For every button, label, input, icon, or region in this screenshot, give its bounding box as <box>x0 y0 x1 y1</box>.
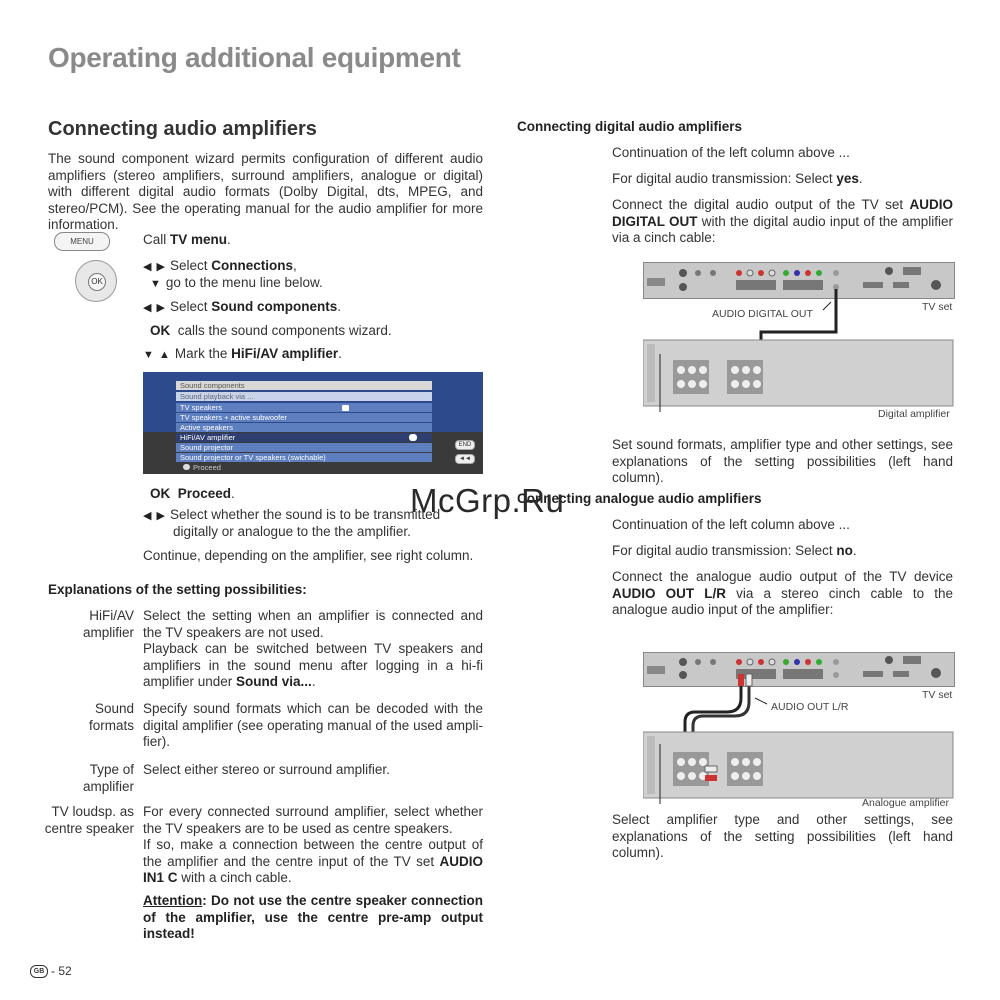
section-heading: Connecting audio amplifiers <box>48 118 317 140</box>
end-key-icon: END <box>455 440 475 450</box>
attention-note: Attention: Do not use the centre speaker connection of the amplifier, use the centre pre-amp output instead! <box>143 893 483 941</box>
digital-connect-text: Connect the digital audio output of the TV set AUDIO DIGITAL OUT with the digital audio input of the amplifier via a cinch cable: <box>612 197 953 245</box>
tv-menu-item: Sound projector or TV speakers (swichable) <box>176 453 432 462</box>
intro-paragraph: The sound component wizard permits configuration of different audio amplifiers (stereo amplifiers, surround amplifiers, analogue or digital) with different digital audio formats (Dolby Digital, dts, MPEG, and stereo/PCM). See the operating manual for the audio amplifier for more information. <box>48 151 483 232</box>
back-key-icon: ◄◄ <box>455 454 475 464</box>
analogue-connection-diagram <box>643 652 955 812</box>
page-title: Operating additional equipment <box>48 42 461 73</box>
label-tv-set: TV set <box>922 689 953 701</box>
exp-label-sound-formats: Sound formats <box>88 701 134 733</box>
exp-label-centre: TV loudsp. as centre speaker <box>44 804 134 836</box>
step-select-transmission-cont: digitally or analogue to the the amplifier. <box>173 524 411 539</box>
analogue-diagram-drawing <box>643 652 955 812</box>
step-select-sound-components: ◀ ▶ Select Sound components. <box>143 299 342 314</box>
step-select-transmission: ◀ ▶ Select whether the sound is to be transmitted <box>143 507 441 522</box>
left-right-arrows-icon: ◀ ▶ <box>143 302 166 314</box>
label-analogue-amplifier: Analogue amplifier <box>862 797 949 809</box>
step-ok-wizard: OK calls the sound components wizard. <box>150 323 392 338</box>
analogue-settings-note: Select amplifier type and other settings, see explanations of the setting possibilities (left hand column). <box>612 812 953 860</box>
tv-menu-item-selected: HiFi/AV amplifier <box>176 433 432 442</box>
label-digital-amplifier: Digital amplifier <box>878 408 950 420</box>
label-tv-set: TV set <box>922 301 953 313</box>
tv-menu-item: Sound projector <box>176 443 432 452</box>
exp-text-sound-formats: Specify sound formats which can be decoded with the digital amplifier (see operating manual of the used ampli-fier). <box>143 701 483 749</box>
digital-connection-diagram <box>643 262 955 422</box>
step-mark-amplifier: ▼ ▲ Mark the HiFi/AV amplifier. <box>143 346 342 361</box>
step-go-below: ▼ go to the menu line below. <box>150 275 323 290</box>
tv-menu-subheader: Sound playback via ... <box>176 392 432 401</box>
label-audio-out-lr: AUDIO OUT L/R <box>771 701 849 713</box>
ok-navigation-wheel-icon <box>75 260 117 302</box>
tv-menu-item: TV speakers + active subwoofer <box>176 413 432 422</box>
step-select-connections: ◀ ▶ Select Connections, <box>143 258 297 273</box>
analogue-continuation: Continuation of the left column above ... <box>612 517 850 532</box>
exp-label-type: Type of amplifier <box>82 762 134 794</box>
digital-diagram-drawing <box>643 262 955 422</box>
tv-menu-proceed: Proceed <box>183 463 221 472</box>
left-right-arrows-icon: ◀ ▶ <box>143 510 166 522</box>
analogue-select-no: For digital audio transmission: Select no. <box>612 543 857 558</box>
page-number: - 52 <box>51 964 72 978</box>
down-arrow-icon: ▼ <box>150 278 162 290</box>
label-audio-digital-out: AUDIO DIGITAL OUT <box>712 308 813 320</box>
tv-menu-item: Active speakers <box>176 423 432 432</box>
ok-badge-icon <box>409 434 417 441</box>
explanations-heading: Explanations of the setting possibilities: <box>48 582 307 597</box>
continue-note: Continue, depending on the amplifier, see right column. <box>143 548 474 563</box>
gb-language-badge-icon: GB <box>30 965 48 978</box>
digital-settings-note: Set sound formats, amplifier type and other settings, see explanations of the setting possibilities (left hand column). <box>612 437 953 485</box>
down-up-arrows-icon: ▼ ▲ <box>143 349 171 361</box>
tv-menu-header: Sound components <box>176 381 432 390</box>
step-call-tv-menu: Call TV menu. <box>143 232 231 247</box>
digital-heading: Connecting digital audio amplifiers <box>517 119 743 134</box>
analogue-connect-text: Connect the analogue audio output of the TV device AUDIO OUT L/R via a stereo cinch cable to the analogue audio input of the amplifier: <box>612 569 953 617</box>
menu-key-icon: MENU <box>54 232 110 251</box>
tv-menu-item: TV speakers <box>176 403 432 412</box>
ok-key-icon: OK <box>88 273 106 291</box>
exp-text-centre: For every connected surround amplifier, select whether the TV speakers are to be used as centre speakers. If so, make a connection between the centre output of the amplifier and the centre input of the TV set AUDIO IN1 C with a cinch cable. <box>143 804 483 885</box>
exp-label-hifi: HiFi/AV amplifier <box>82 608 134 640</box>
left-right-arrows-icon: ◀ ▶ <box>143 261 166 273</box>
digital-continuation: Continuation of the left column above ... <box>612 145 850 160</box>
ok-small-icon <box>183 464 190 470</box>
step-ok-proceed: OK Proceed. <box>150 486 235 501</box>
tv-menu-screenshot <box>143 372 483 474</box>
analogue-heading: Connecting analogue audio amplifiers <box>517 491 762 506</box>
checkbox-icon <box>342 405 349 411</box>
exp-text-type: Select either stereo or surround amplifier. <box>143 762 390 777</box>
page-footer <box>30 964 72 978</box>
digital-select-yes: For digital audio transmission: Select yes. <box>612 171 863 186</box>
watermark: McGrp.Ru <box>410 482 565 519</box>
exp-text-hifi: Select the setting when an amplifier is connected and the TV speakers are not used. Playback can be switched between TV speakers and amplifiers in the sound menu after logging in a hi-fi amplifier under Sound via.... <box>143 608 483 689</box>
